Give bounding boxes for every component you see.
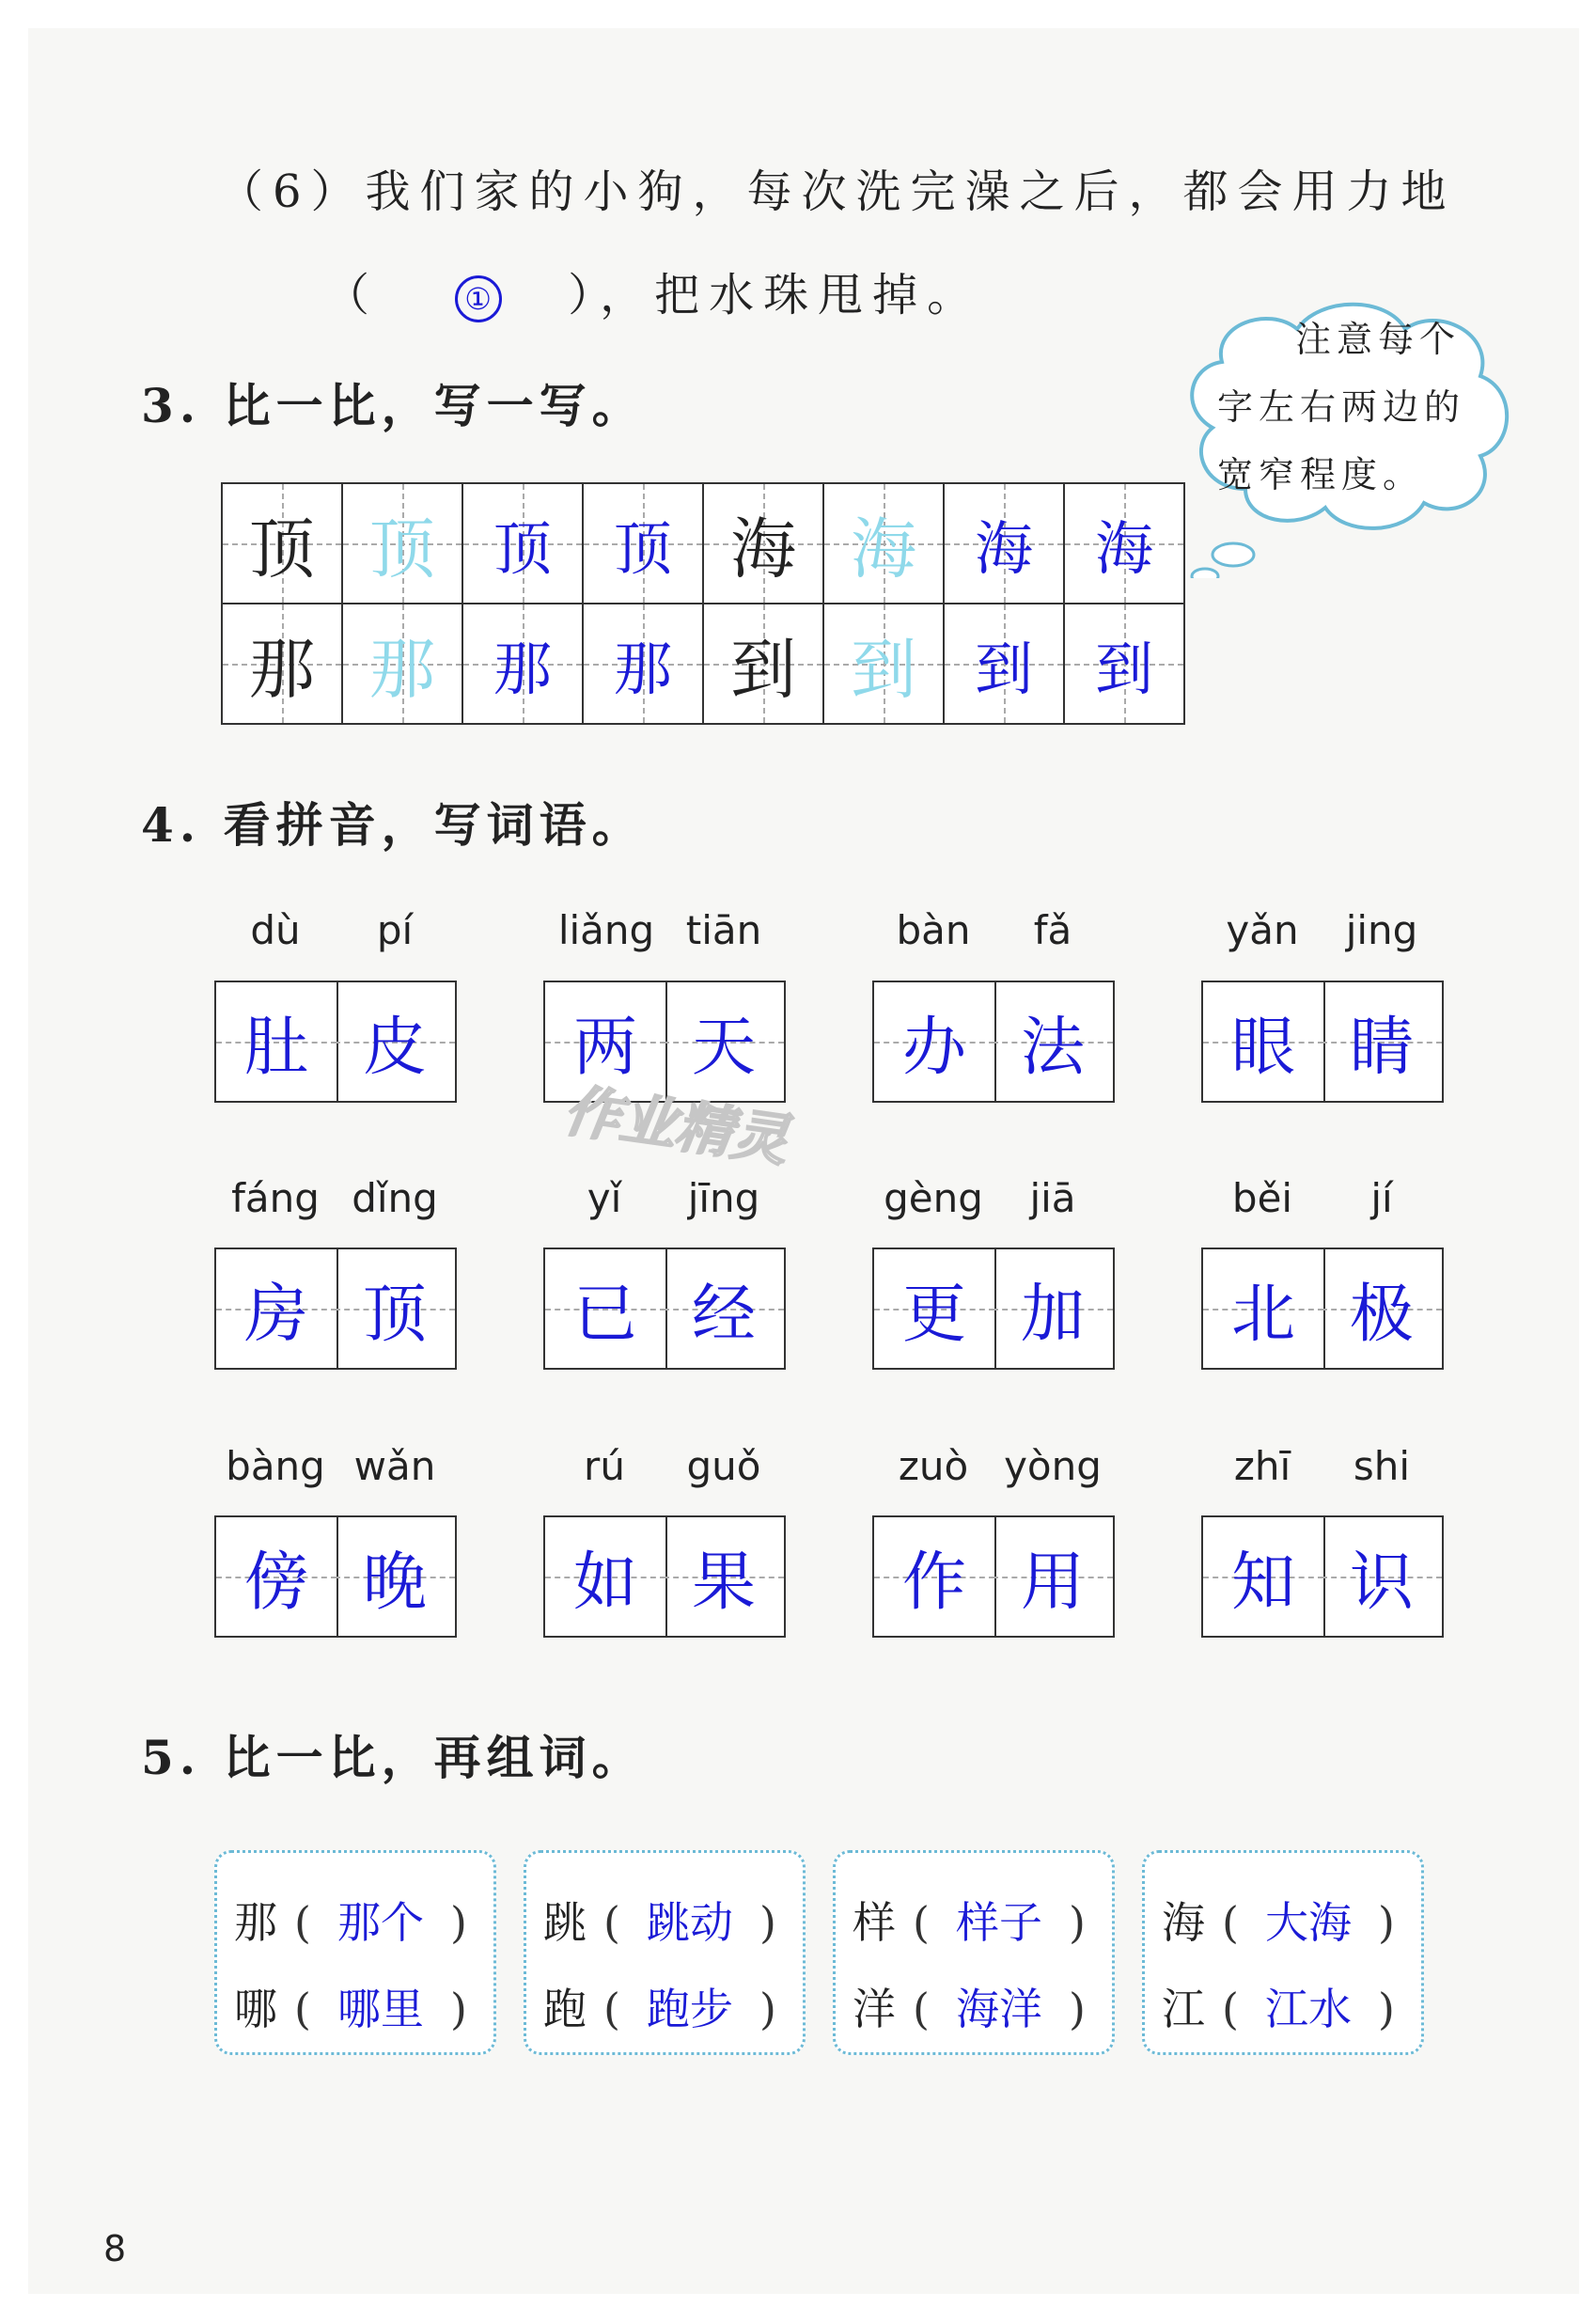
grid-cell: 顶 (341, 482, 463, 604)
word-box: 作 用 (872, 1515, 1115, 1638)
q6-line2 (324, 259, 981, 323)
grid-cell: 海 (702, 482, 824, 604)
word-box: 已 经 (543, 1248, 786, 1370)
word-box: 知 识 (1201, 1515, 1444, 1638)
word-box: 办 法 (872, 981, 1115, 1103)
watermark: 作业精灵 (559, 1077, 793, 1175)
char: 跳 (543, 1897, 587, 1948)
pinyin: gèng (884, 1175, 983, 1221)
answer: 那个 (337, 1897, 424, 1948)
grid-cell: 顶 (582, 482, 704, 604)
pinyin: yǐ (587, 1175, 622, 1221)
word-box: 肚 皮 (214, 981, 457, 1103)
pinyin: shi (1353, 1443, 1411, 1489)
pinyin: tiān (685, 907, 762, 953)
hint-line2: 字左右两边的 (1217, 386, 1466, 428)
char: 那 (234, 1897, 277, 1948)
char: 样 (853, 1897, 896, 1948)
word-box: 房 顶 (214, 1248, 457, 1370)
pinyin: yǎn (1226, 907, 1299, 953)
grid-cell: 海 (1063, 482, 1185, 604)
grid-cell: 到 (1063, 603, 1185, 725)
compare-group: 那 ( 那个 ) 哪 ( 哪里 ) (214, 1850, 496, 2055)
word-box: 两 天 (543, 981, 786, 1103)
pinyin: jīng (687, 1175, 760, 1221)
char: 洋 (853, 1984, 896, 2034)
word-box: 眼 睛 (1201, 981, 1444, 1103)
grid-cell: 那 (582, 603, 704, 725)
q6-blank-open: （ (324, 269, 380, 322)
pinyin: jí (1370, 1175, 1393, 1221)
compare-group: 跳 ( 跳动 ) 跑 ( 跑步 ) (524, 1850, 806, 2055)
char: 海 (1162, 1897, 1205, 1948)
answer: 大海 (1265, 1897, 1352, 1948)
answer: 江水 (1265, 1984, 1352, 2034)
q6-line1: （6）我们家的小狗，每次洗完澡之后，都会用力地 (218, 165, 1456, 218)
answer: 跑步 (647, 1984, 733, 2034)
grid-cell: 顶 (221, 482, 343, 604)
word-box: 更 加 (872, 1248, 1115, 1370)
word-box: 傍 晚 (214, 1515, 457, 1638)
grid-cell: 到 (702, 603, 824, 725)
grid-cell: 那 (221, 603, 343, 725)
pinyin: jiā (1029, 1175, 1076, 1221)
pinyin: běi (1231, 1175, 1293, 1221)
compare-group: 海 ( 大海 ) 江 ( 江水 ) (1142, 1850, 1424, 2055)
q6-answer: ① (455, 275, 502, 322)
answer: 海洋 (956, 1984, 1042, 2034)
grid-cell: 海 (822, 482, 945, 604)
char: 哪 (234, 1984, 277, 2034)
char: 跑 (543, 1984, 587, 2034)
answer: 哪里 (337, 1984, 424, 2034)
page-number: 8 (103, 2228, 127, 2269)
section3-title: 3. 比一比，写一写。 (141, 378, 645, 433)
pinyin: fáng (231, 1175, 320, 1221)
hint-line3: 宽窄程度。 (1217, 454, 1425, 495)
pinyin: zuò (898, 1443, 969, 1489)
pinyin: pí (376, 907, 414, 953)
grid-cell: 那 (341, 603, 463, 725)
pinyin: bàn (896, 907, 971, 953)
pinyin: jing (1345, 907, 1418, 953)
pinyin: zhī (1233, 1443, 1291, 1489)
grid-cell: 海 (943, 482, 1065, 604)
answer: 样子 (956, 1897, 1042, 1948)
answer: 跳动 (647, 1897, 733, 1948)
word-box: 北 极 (1201, 1248, 1444, 1370)
pinyin: wǎn (353, 1443, 436, 1489)
char: 江 (1162, 1984, 1205, 2034)
pinyin: yòng (1004, 1443, 1102, 1489)
word-box: 如 果 (543, 1515, 786, 1638)
grid-cell: 顶 (462, 482, 584, 604)
pinyin: dù (250, 907, 301, 953)
section5-title: 5. 比一比，再组词。 (141, 1730, 645, 1785)
pinyin: guǒ (686, 1443, 761, 1489)
section4-title: 4. 看拼音，写词语。 (141, 797, 645, 853)
pinyin: fǎ (1033, 907, 1072, 953)
grid-cell: 到 (822, 603, 945, 725)
pinyin: rú (584, 1443, 625, 1489)
pinyin: dǐng (352, 1175, 438, 1221)
hint-line1: 注意每个 (1295, 319, 1462, 360)
q6-line2-text: ），把水珠甩掉。 (568, 269, 982, 322)
compare-group: 样 ( 样子 ) 洋 ( 海洋 ) (833, 1850, 1115, 2055)
grid-cell: 到 (943, 603, 1065, 725)
pinyin: liǎng (557, 907, 655, 953)
pinyin: bàng (226, 1443, 325, 1489)
grid-cell: 那 (462, 603, 584, 725)
